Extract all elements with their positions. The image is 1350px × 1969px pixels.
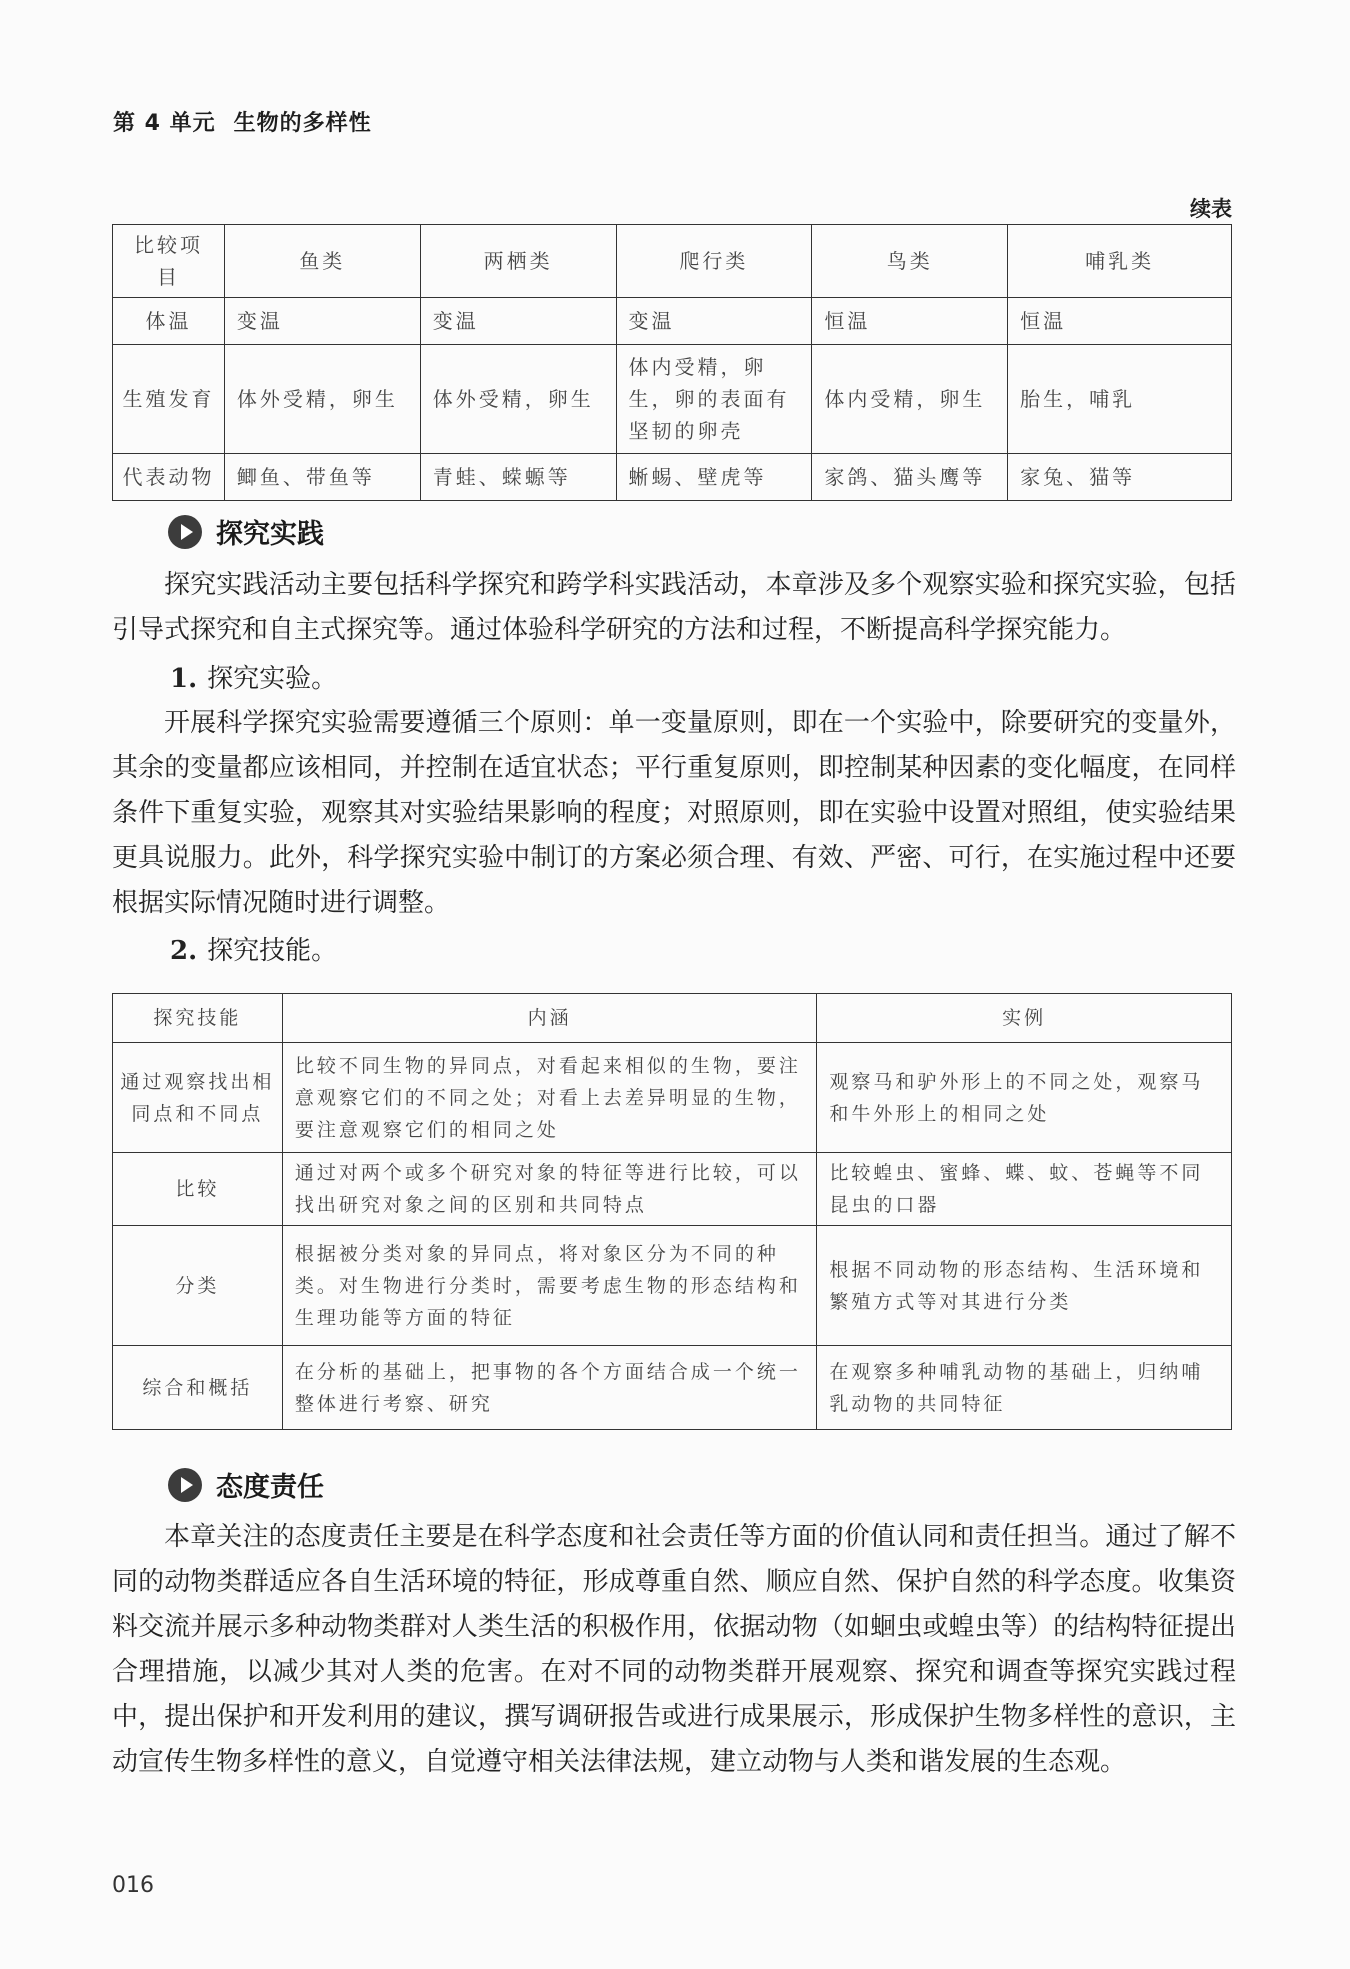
continued-label: 续表 xyxy=(1190,197,1232,221)
animal-comparison-table xyxy=(112,224,1232,501)
table-header-row xyxy=(113,225,1232,298)
subheading-skills xyxy=(170,930,337,967)
unit-title: 生物的多样性 xyxy=(233,111,372,136)
table-header-cell: 实例 xyxy=(817,994,1232,1043)
table-cell: 比较蝗虫、蜜蜂、蝶、蚊、苍蝇等不同昆虫的口器 xyxy=(817,1153,1232,1226)
table-cell: 恒温 xyxy=(1008,298,1232,345)
table-cell: 体内受精，卵生，卵的表面有坚韧的卵壳 xyxy=(616,345,812,454)
table-header-row xyxy=(113,994,1232,1043)
table-header-cell: 探究技能 xyxy=(113,994,283,1043)
section-heading-attitude xyxy=(168,1465,324,1504)
unit-label: 第 4 单元 xyxy=(113,111,216,136)
table-header-cell: 比较项目 xyxy=(113,225,225,298)
table-row xyxy=(113,1346,1232,1430)
table-cell: 鲫鱼、带鱼等 xyxy=(224,454,420,501)
table-cell: 体内受精，卵生 xyxy=(812,345,1008,454)
table-cell: 综合和概括 xyxy=(113,1346,283,1430)
table-cell: 生殖发育 xyxy=(113,345,225,454)
table-row xyxy=(113,1153,1232,1226)
table-cell: 体温 xyxy=(113,298,225,345)
table-cell: 家兔、猫等 xyxy=(1008,454,1232,501)
table-header-cell: 鱼类 xyxy=(224,225,420,298)
table-cell: 胎生，哺乳 xyxy=(1008,345,1232,454)
item-title: 探究实验。 xyxy=(207,664,338,694)
table-header-cell: 两栖类 xyxy=(420,225,616,298)
table-cell: 体外受精，卵生 xyxy=(420,345,616,454)
subheading-experiment xyxy=(170,658,337,695)
table-cell: 青蛙、蝾螈等 xyxy=(420,454,616,501)
table-cell: 在观察多种哺乳动物的基础上，归纳哺乳动物的共同特征 xyxy=(817,1346,1232,1430)
running-header xyxy=(113,106,390,137)
table-cell: 通过对两个或多个研究对象的特征等进行比较，可以找出研究对象之间的区别和共同特点 xyxy=(282,1153,817,1226)
table-cell: 在分析的基础上，把事物的各个方面结合成一个统一整体进行考察、研究 xyxy=(282,1346,817,1430)
table-cell: 变温 xyxy=(224,298,420,345)
section-title: 态度责任 xyxy=(216,1472,324,1503)
table-cell: 变温 xyxy=(420,298,616,345)
play-arrow-icon xyxy=(168,515,202,549)
table-cell: 通过观察找出相同点和不同点 xyxy=(113,1043,283,1153)
table-cell: 分类 xyxy=(113,1226,283,1346)
table-cell: 根据不同动物的形态结构、生活环境和繁殖方式等对其进行分类 xyxy=(817,1226,1232,1346)
attitude-paragraph: 本章关注的态度责任主要是在科学态度和社会责任等方面的价值认同和责任担当。通过了解不同的动物类群适应各自生活环境的特征，形成尊重自然、顺应自然、保护自然的科学态度。收集资料交流并展示多种动物类群对人类生活的积极作用，依据动物（如蛔虫或蝗虫等）的结构特征提出合理措施，以减少其对人类的危害。在对不同的动物类群开展观察、探究和调查等探究实践过程中，提出保护和开发利用的建议，撰写调研报告或进行成果展示，形成保护生物多样性的意识，主动宣传生物多样性的意义，自觉遵守相关法律法规，建立动物与人类和谐发展的生态观。 xyxy=(112,1522,1236,1777)
table-cell: 观察马和驴外形上的不同之处，观察马和牛外形上的相同之处 xyxy=(817,1043,1232,1153)
play-arrow-icon xyxy=(168,1468,202,1502)
table-cell: 根据被分类对象的异同点，将对象区分为不同的种类。对生物进行分类时，需要考虑生物的形态结构和生理功能等方面的特征 xyxy=(282,1226,817,1346)
table-header-cell: 内涵 xyxy=(282,994,817,1043)
table-row xyxy=(113,1226,1232,1346)
table-cell: 家鸽、猫头鹰等 xyxy=(812,454,1008,501)
section-heading-inquiry xyxy=(168,512,324,551)
inquiry-intro-paragraph: 探究实践活动主要包括科学探究和跨学科实践活动，本章涉及多个观察实验和探究实验，包括引导式探究和自主式探究等。通过体验科学研究的方法和过程，不断提高科学探究能力。 xyxy=(112,570,1236,645)
table-header-cell: 爬行类 xyxy=(616,225,812,298)
page-number: 016 xyxy=(112,1873,154,1898)
table-cell: 恒温 xyxy=(812,298,1008,345)
table-row xyxy=(113,345,1232,454)
item-number: 1. xyxy=(170,664,198,694)
table-header-cell: 哺乳类 xyxy=(1008,225,1232,298)
experiment-paragraph: 开展科学探究实验需要遵循三个原则：单一变量原则，即在一个实验中，除要研究的变量外，其余的变量都应该相同，并控制在适宜状态；平行重复原则，即控制某种因素的变化幅度，在同样条件下重复实验，观察其对实验结果影响的程度；对照原则，即在实验中设置对照组，使实验结果更具说服力。此外，科学探究实验中制订的方案必须合理、有效、严密、可行，在实施过程中还要根据实际情况随时进行调整。 xyxy=(112,708,1236,918)
table-cell: 蜥蜴、壁虎等 xyxy=(616,454,812,501)
item-number: 2. xyxy=(170,936,198,966)
item-title: 探究技能。 xyxy=(207,936,338,966)
table-cell: 比较不同生物的异同点，对看起来相似的生物，要注意观察它们的不同之处；对看上去差异明显的生物，要注意观察它们的相同之处 xyxy=(282,1043,817,1153)
table-cell: 变温 xyxy=(616,298,812,345)
table-cell: 比较 xyxy=(113,1153,283,1226)
section-title: 探究实践 xyxy=(216,519,324,550)
table-row xyxy=(113,1043,1232,1153)
table-header-cell: 鸟类 xyxy=(812,225,1008,298)
inquiry-skills-table xyxy=(112,993,1232,1430)
table-cell: 体外受精，卵生 xyxy=(224,345,420,454)
table-row xyxy=(113,298,1232,345)
table-row xyxy=(113,454,1232,501)
table-cell: 代表动物 xyxy=(113,454,225,501)
